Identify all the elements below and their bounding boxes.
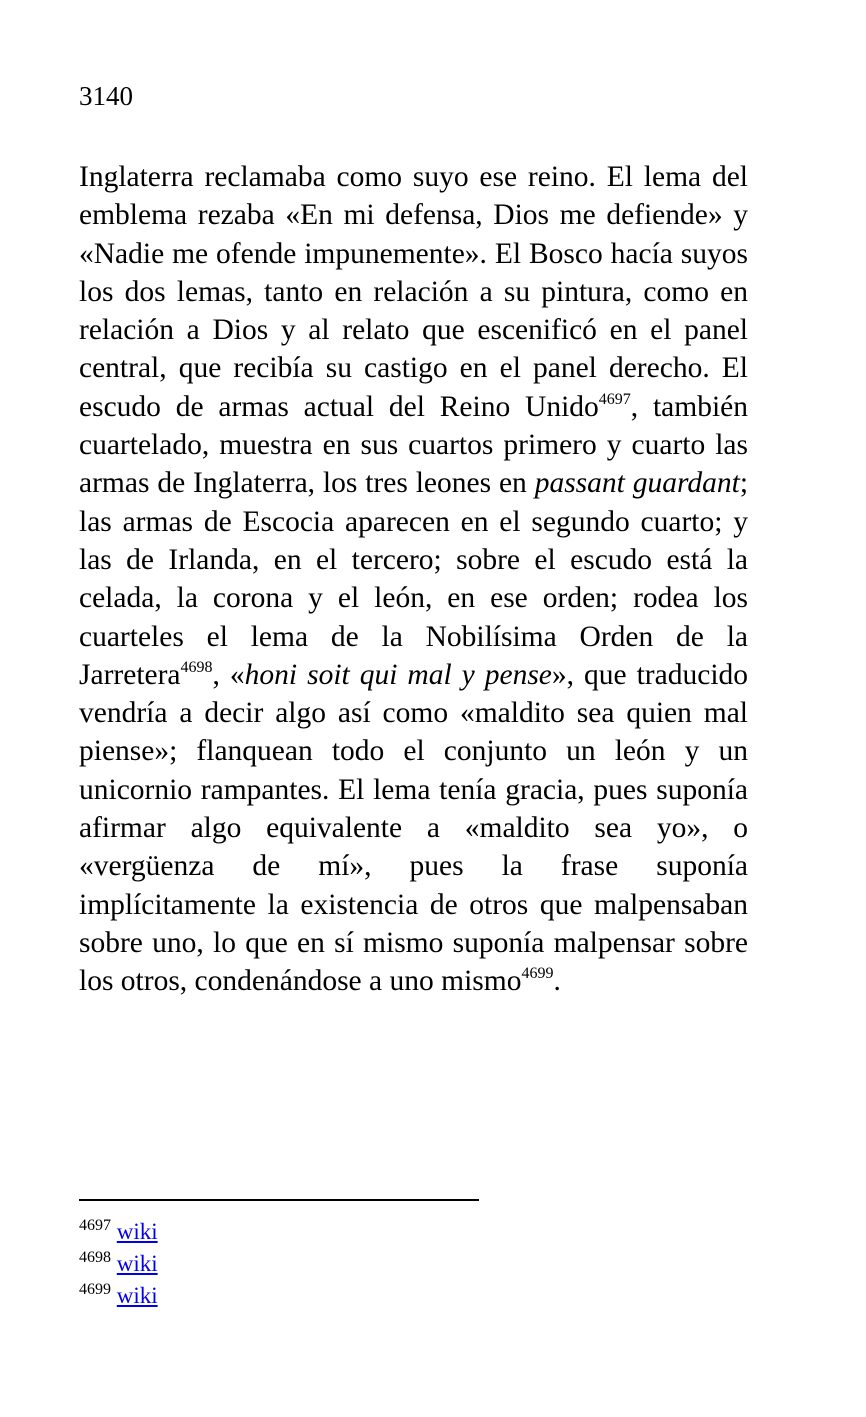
paragraph-text-6: .	[553, 965, 561, 998]
footnote-item	[79, 1280, 158, 1312]
footnote-number: 4698	[79, 1249, 111, 1267]
italic-passant-guardant: passant guardant	[534, 467, 740, 500]
footnote-wiki-link[interactable]: wiki	[116, 1219, 158, 1244]
paragraph-text-3: ; las armas de Escocia aparecen en el segundo cuarto; y las de Irlanda, en el tercero; sobre el escudo está la celada, la corona y el león, en ese orden; rodea los cuarteles el lema de la Nobilísima Orden de la Jarretera	[79, 467, 749, 691]
footnote-ref-4697: 4697	[598, 390, 631, 408]
footnote-divider	[79, 1199, 479, 1201]
paragraph-text-4: , «	[212, 658, 245, 691]
paragraph-text-2: , también cuartelado, muestra en sus cuartos primero y cuarto las armas de Inglaterra, los tres leones en	[79, 390, 748, 500]
footnote-number: 4699	[79, 1281, 111, 1299]
footnote-ref-4698: 4698	[180, 658, 213, 676]
footnote-ref-4699: 4699	[521, 965, 554, 983]
footnote-number: 4697	[79, 1217, 111, 1235]
page-number: 3140	[79, 81, 133, 111]
italic-motto: honi soit qui mal y pense	[244, 658, 552, 691]
body-paragraph	[79, 158, 748, 1001]
footnote-wiki-link[interactable]: wiki	[116, 1251, 158, 1276]
footnote-item	[79, 1248, 158, 1280]
footnote-wiki-link[interactable]: wiki	[116, 1283, 158, 1308]
paragraph-text-1: Inglaterra reclamaba como suyo ese reino. El lema del emblema rezaba «En mi defensa, Dios me defiende» y «Nadie me ofende impunemente». El Bosco hacía suyos los dos lemas, tanto en relación a su pintura, como en relación a Dios y al relato que escenificó en el panel central, que recibía su castigo en el panel derecho. El escudo de armas actual del Reino Unido	[79, 161, 748, 423]
paragraph-text-5: », que traducido vendría a decir algo así como «maldito sea quien mal piense»; flanquean todo el conjunto un león y un unicornio rampantes. El lema tenía gracia, pues suponía afirmar algo equivalente a «maldito sea yo», o «vergüenza de mí», pues la frase suponía implícitamente la existencia de otros que malpensaban sobre uno, lo que en sí mismo suponía malpensar sobre los otros, condenándose a uno mismo	[79, 658, 749, 998]
footnote-item	[79, 1216, 158, 1248]
footnotes-section	[79, 1216, 158, 1312]
